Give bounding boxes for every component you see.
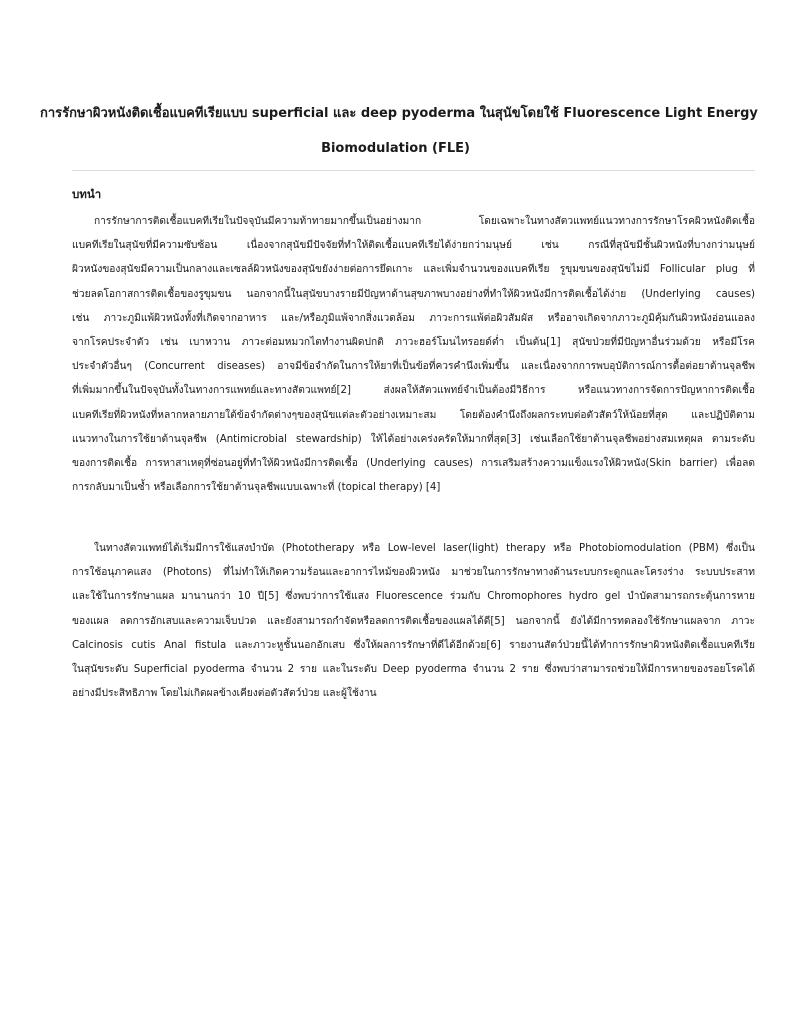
paragraph-line: และใช้ในการรักษาแผล มานานกว่า 10 ปี[5] ซึ่งพบว่าการใช้แสง Fluorescence ร่วมกับ Chromophores hydro gel บำบัดสามารถกระตุ้นการหาย [72,591,755,603]
paragraph-line: จากโรคประจำตัว เช่น เบาหวาน ภาวะต่อมหมวกไตทำงานผิดปกติ ภาวะฮอร์โมนไทรอยด์ต่ำ เป็นต้น[1] สุนัขป่วยที่มีปัญหาอื่นร่วมด้วย หรือมีโรค [72,336,755,348]
paragraph-line: ผิวหนังของสุนัขมีความเป็นกลางและเซลล์ผิวหนังของสุนัขยังง่ายต่อการยึดเกาะ และเพิ่มจำนวนของแบคทีเรีย รูขุมขนของสุนัขไม่มี Follicular plug ที่ [72,264,755,276]
paragraph-line: เช่น ภาวะภูมิแพ้ผิวหนังทั้งที่เกิดจากอาหาร และ/หรือภูมิแพ้จากสิ่งแวดล้อม ภาวะการแพ้ต่อผิวสัมผัส หรืออาจเกิดจากภาวะภูมิคุ้มกันผิวหนังอ่อนแอลง [72,312,755,324]
paragraph-line: ในทางสัตวแพทย์ได้เริ่มมีการใช้แสงบำบัด (Phototherapy หรือ Low-level laser(light) therapy หรือ Photobiomodulation (PBM) ซึ่งเป็น [94,543,755,554]
paragraph-line: การกลับมาเป็นซ้ำ หรือเลือกการใช้ยาต้านจุลชีพแบบเฉพาะที่ (topical therapy) [4] [72,482,441,494]
paragraph-line: ของแผล ลดการอักเสบและความเจ็บปวด และยังสามารถกำจัดหรือลดการติดเชื้อของแผลได้ดี[5] นอกจากนี้ ยังได้มีการทดลองใช้รักษาแผลจาก ภาวะ [72,615,755,627]
title-line-1: การรักษาผิวหนังติดเชื้อแบคทีเรียแบบ superficial และ deep pyoderma ในสุนัขโดยใช้ Fluorescence Light Energy [40,106,758,121]
paragraph-line: การใช้อนุภาคแสง (Photons) ที่ไม่ทำให้เกิดความร้อนและอาการไหม้ของผิวหนัง มาช่วยในการรักษาทางด้านระบบกระดูกและโครงร่าง ระบบประสาท [72,567,755,579]
section-heading-introduction: บทนำ [72,187,102,201]
paragraph-line: Calcinosis cutis Anal fistula และภาวะหูชั้นนอกอักเสบ ซึ่งให้ผลการรักษาที่ดีได้อีกด้วย[6] รายงานสัตว์ป่วยนี้ได้ทำการรักษาผิวหนังติดเชื้อแบคทีเรีย [72,639,755,651]
paragraph-line: แบคทีเรียในสุนัขที่มีความซับซ้อน เนื่องจากสุนัขมีปัจจัยที่ทำให้ติดเชื้อแบคทีเรียได้ง่ายกว่ามนุษย์ เช่น กรณีที่สุนัขมีชั้นผิวหนังที่บางกว่ามนุษย์ [72,240,755,252]
paragraph-line: อย่างมีประสิทธิภาพ โดยไม่เกิดผลข้างเคียงต่อตัวสัตว์ป่วย และผู้ใช้งาน [72,688,377,700]
paragraph-line: ประจำตัวอื่นๆ (Concurrent diseases) อาจมีข้อจำกัดในการให้ยาที่เป็นข้อที่ควรคำนึงเพิ่มขึ้น และเนื่องจากการพบอุบัติการณ์การดื้อต่อยาต้านจุลชีพ [72,361,755,373]
document-title [40,96,758,166]
paragraph-line: ที่เพิ่มมากขึ้นในปัจจุบันทั้งในทางการแพทย์และทางสัตวแพทย์[2] ส่งผลให้สัตวแพทย์จำเป็นต้องมีวิธีการ หรือแนวทางการจัดการปัญหาการติดเชื้อ [72,385,755,397]
title-divider [72,170,755,171]
paragraph-line: แบคทีเรียที่ผิวหนังที่หลากหลายภายใต้ข้อจำกัดต่างๆของสุนัขแต่ละตัวอย่างเหมาะสม โดยต้องคำนึงถึงผลกระทบต่อตัวสัตว์ให้น้อยที่สุด และปฏิบัติตาม [72,409,755,421]
paragraph-1 [72,210,755,500]
paragraph-line: ช่วยลดโอกาสการติดเชื้อของรูขุมขน นอกจากนี้ในสุนัขบางรายมีปัญหาด้านสุขภาพบางอย่างที่ทำให้ผิวหนังมีการติดเชื้อได้ง่าย (Underlying causes) [72,288,755,300]
paragraph-line: การรักษาการติดเชื้อแบคทีเรียในปัจจุบันมีความท้าทายมากขึ้นเป็นอย่างมาก โดยเฉพาะในทางสัตวแพทย์แนวทางการรักษาโรคผิวหนังติดเชื้อ [94,216,755,227]
paragraph-line: ในสุนัขระดับ Superficial pyoderma จำนวน 2 ราย และในระดับ Deep pyoderma จำนวน 2 ราย ซึ่งพบว่าสามารถช่วยให้มีการหายของรอยโรคได้ [72,663,755,675]
paragraph-2 [72,537,755,706]
paragraph-line: ของการติดเชื้อ การหาสาเหตุที่ซ่อนอยู่ที่ทำให้ผิวหนังมีการติดเชื้อ (Underlying causes) การเสริมสร้างความแข็งแรงให้ผิวหนัง(Skin barrier) เพื่อลด [72,457,755,469]
title-line-2: Biomodulation (FLE) [321,141,470,156]
paragraph-line: แนวทางในการใช้ยาต้านจุลชีพ (Antimicrobial stewardship) ให้ได้อย่างเคร่งครัดให้มากที่สุด[3] เช่นเลือกใช้ยาต้านจุลชีพอย่างสมเหตุผล ตามระดับ [72,433,755,445]
